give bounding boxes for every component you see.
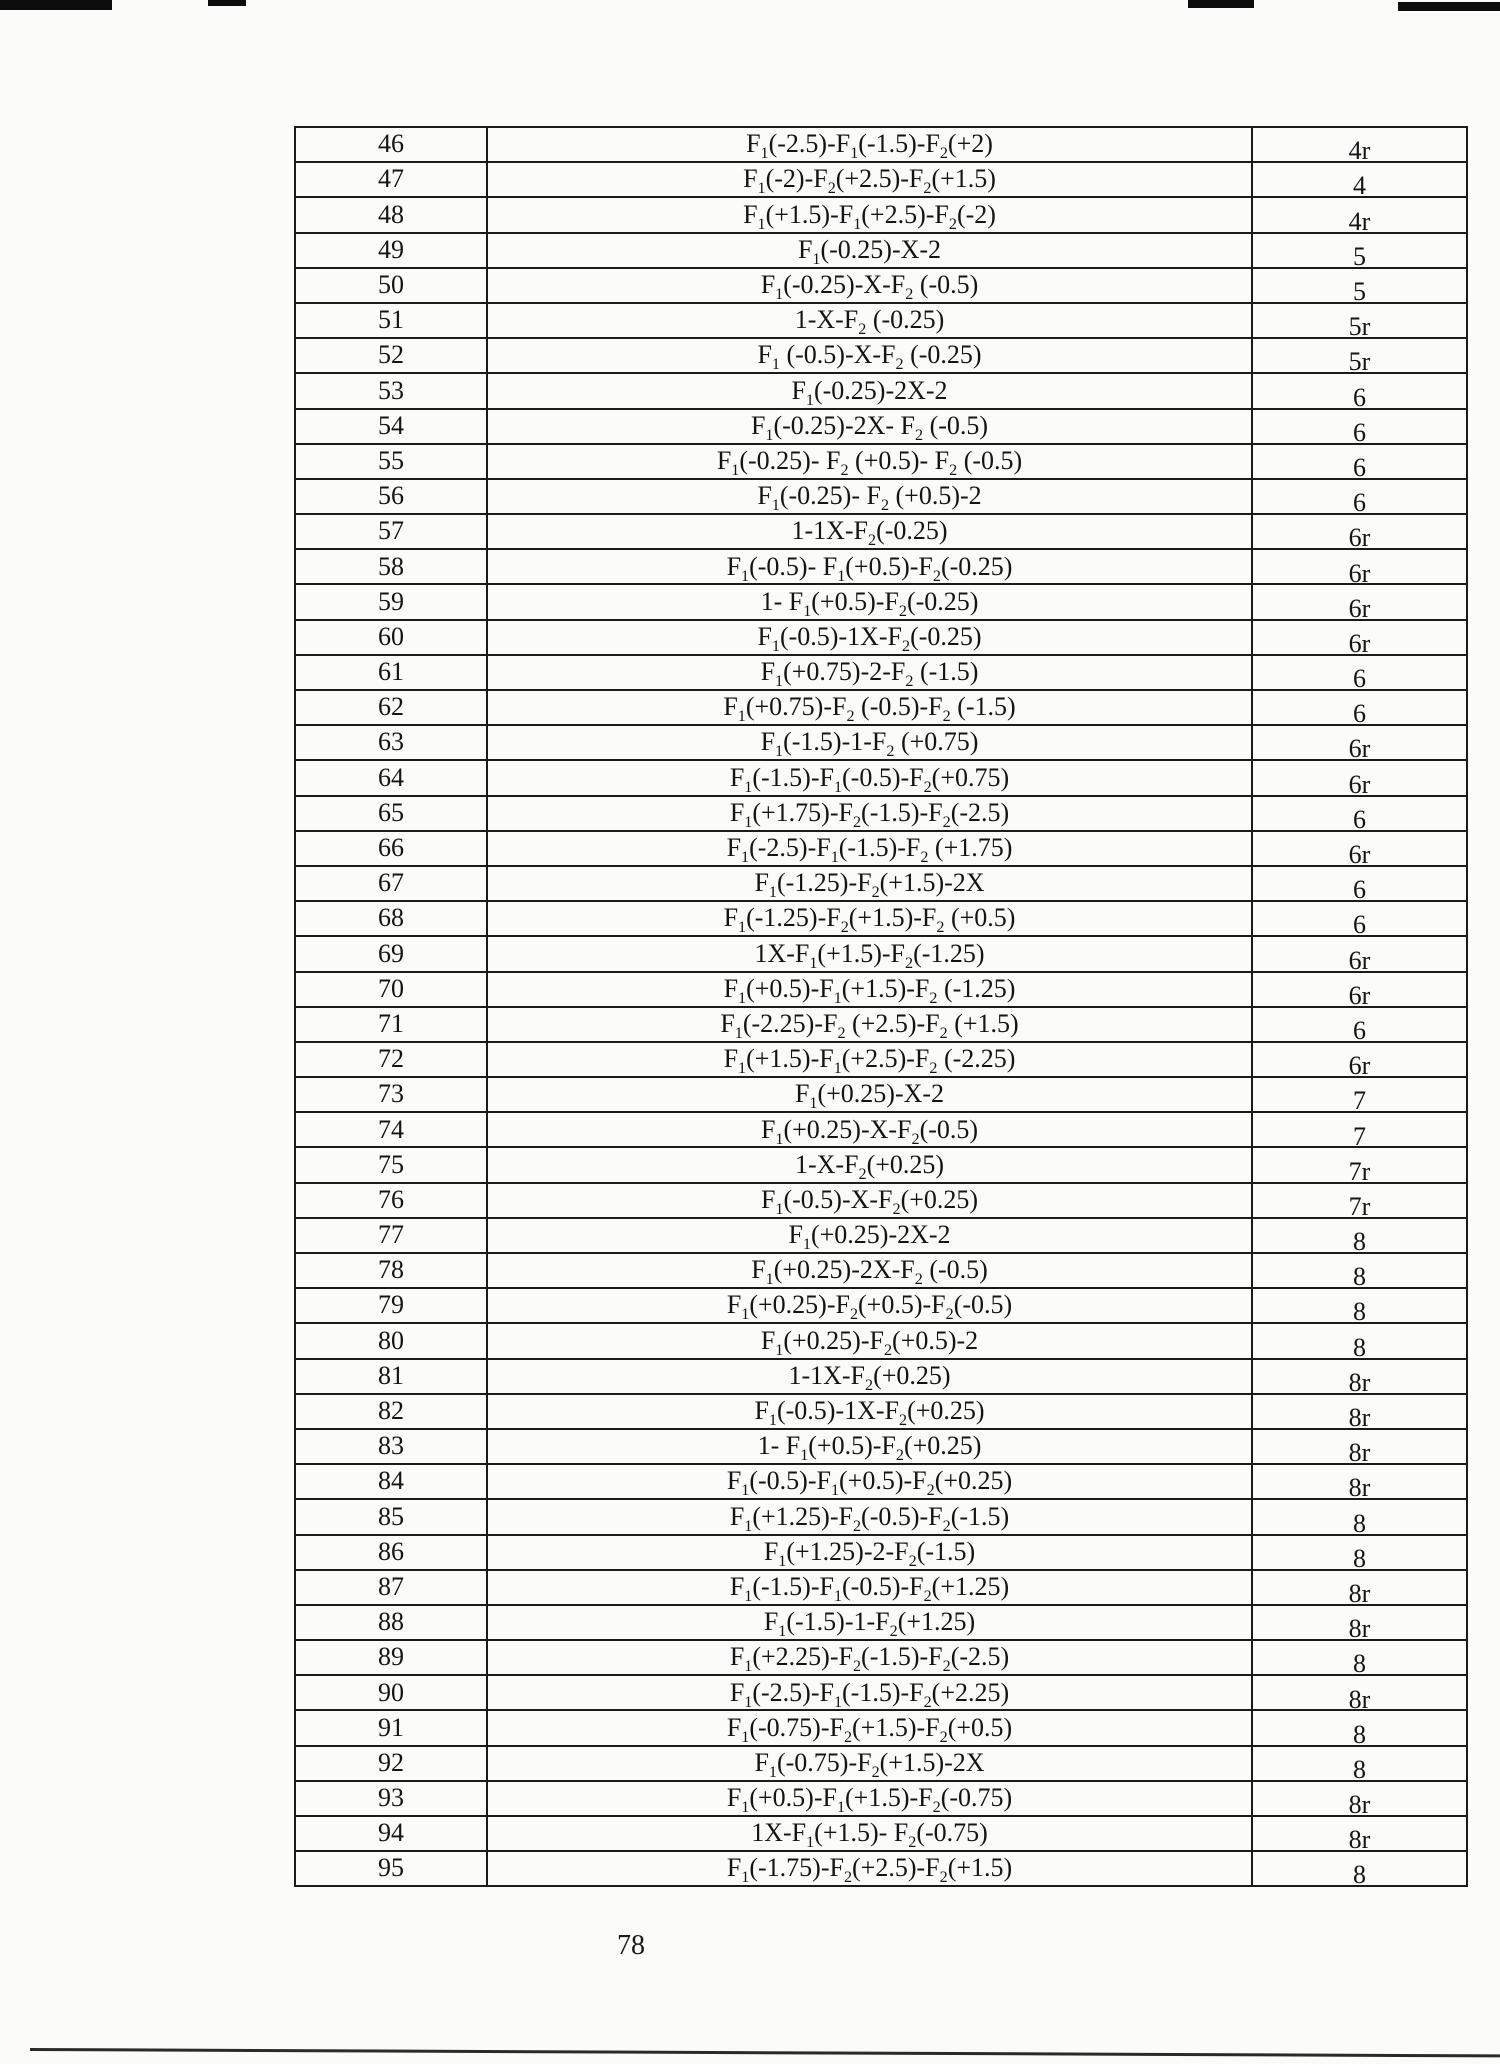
table-row xyxy=(295,1640,1467,1675)
row-group: 6 xyxy=(1252,479,1467,514)
row-group: 8r xyxy=(1252,1429,1467,1464)
row-formula: $F_1(-2.5)-F_1(-1.5)-F_2(+2)$ xyxy=(487,127,1252,162)
row-index: 72 xyxy=(295,1042,487,1077)
row-index: 54 xyxy=(295,409,487,444)
row-formula: $1X-F_1(+1.5)-$ $F_2(-0.75)$ xyxy=(487,1816,1252,1851)
row-index: 68 xyxy=(295,901,487,936)
table-row xyxy=(295,725,1467,760)
row-formula: $F_1(+0.25)-X-F_2(-0.5)$ xyxy=(487,1112,1252,1147)
row-index: 79 xyxy=(295,1288,487,1323)
row-group: 6 xyxy=(1252,690,1467,725)
row-index: 55 xyxy=(295,444,487,479)
row-index: 53 xyxy=(295,373,487,408)
table-row xyxy=(295,373,1467,408)
row-formula: $F_1(+0.5)-F_1(+1.5)-F_2$ (-1.25) xyxy=(487,972,1252,1007)
row-formula: $F_1(-0.5)-1X-F_2(+0.25)$ xyxy=(487,1394,1252,1429)
row-group: 6r xyxy=(1252,514,1467,549)
row-group: 7 xyxy=(1252,1077,1467,1112)
table-row xyxy=(295,162,1467,197)
row-group: 8 xyxy=(1252,1640,1467,1675)
row-index: 82 xyxy=(295,1394,487,1429)
row-group: 6 xyxy=(1252,655,1467,690)
row-index: 77 xyxy=(295,1218,487,1253)
row-formula: $F_1(-0.25)-2X-2$ xyxy=(487,373,1252,408)
row-formula: $F_1(+0.25)-2X-2$ xyxy=(487,1218,1252,1253)
table-row xyxy=(295,338,1467,373)
row-index: 71 xyxy=(295,1007,487,1042)
row-formula: $F_1(-2)-F_2(+2.5)-F_2(+1.5)$ xyxy=(487,162,1252,197)
row-group: 4r xyxy=(1252,127,1467,162)
table-row xyxy=(295,197,1467,232)
row-formula: $F_1(+0.75)-2-F_2$ (-1.5) xyxy=(487,655,1252,690)
table-row xyxy=(295,936,1467,971)
row-formula: $F_1(+1.5)-F_1(+2.5)-F_2$ (-2.25) xyxy=(487,1042,1252,1077)
row-formula: $1-X-F_2$ (-0.25) xyxy=(487,303,1252,338)
row-group: 8 xyxy=(1252,1710,1467,1745)
table-row xyxy=(295,1535,1467,1570)
row-formula: $F_1(-2.5)-F_1(-1.5)-F_2$ (+1.75) xyxy=(487,831,1252,866)
table-row xyxy=(295,479,1467,514)
scan-artifact-top-left xyxy=(0,0,112,10)
row-index: 69 xyxy=(295,936,487,971)
row-group: 6r xyxy=(1252,1042,1467,1077)
row-index: 85 xyxy=(295,1499,487,1534)
row-group: 8 xyxy=(1252,1253,1467,1288)
row-formula: $1-1X-F_2(-0.25)$ xyxy=(487,514,1252,549)
row-formula: 1- $F_1(+0.5)-F_2(-0.25)$ xyxy=(487,584,1252,619)
table-row xyxy=(295,760,1467,795)
row-formula: $F_1(-1.5)-1-F_2(+1.25)$ xyxy=(487,1605,1252,1640)
row-formula: $F_1(+1.5)-F_1(+2.5)-F_2(-2)$ xyxy=(487,197,1252,232)
row-group: 5 xyxy=(1252,268,1467,303)
row-index: 66 xyxy=(295,831,487,866)
row-index: 80 xyxy=(295,1323,487,1358)
table-row xyxy=(295,1007,1467,1042)
row-index: 58 xyxy=(295,549,487,584)
row-group: 8r xyxy=(1252,1359,1467,1394)
results-table xyxy=(294,126,1468,1887)
row-formula: $F_1(-0.75)-F_2(+1.5)-2X$ xyxy=(487,1746,1252,1781)
table-row xyxy=(295,655,1467,690)
row-formula: $F_1(-2.25)-F_2$ $(+2.5)-F_2$ (+1.5) xyxy=(487,1007,1252,1042)
row-index: 90 xyxy=(295,1675,487,1710)
row-index: 52 xyxy=(295,338,487,373)
row-index: 50 xyxy=(295,268,487,303)
table-row xyxy=(295,1429,1467,1464)
page-number: 78 xyxy=(617,1930,645,1961)
row-group: 8r xyxy=(1252,1781,1467,1816)
row-index: 51 xyxy=(295,303,487,338)
row-index: 83 xyxy=(295,1429,487,1464)
row-group: 6 xyxy=(1252,1007,1467,1042)
scan-artifact-top-a xyxy=(208,0,246,6)
row-formula: $F_1(+0.25)-F_2(+0.5)-2$ xyxy=(487,1323,1252,1358)
row-formula: $F_1(+1.25)-2-F_2(-1.5)$ xyxy=(487,1535,1252,1570)
row-formula: $F_1(-0.25)-$ $F_2$ (+0.5)-2 xyxy=(487,479,1252,514)
row-formula: 1- $F_1(+0.5)-F_2(+0.25)$ xyxy=(487,1429,1252,1464)
row-formula: $F_1$ $(-0.5)-X-F_2$ (-0.25) xyxy=(487,338,1252,373)
row-group: 8 xyxy=(1252,1323,1467,1358)
row-index: 89 xyxy=(295,1640,487,1675)
row-group: 8r xyxy=(1252,1816,1467,1851)
row-group: 6 xyxy=(1252,373,1467,408)
table-row xyxy=(295,233,1467,268)
row-group: 7r xyxy=(1252,1183,1467,1218)
scan-artifact-top-right xyxy=(1398,2,1500,11)
table-row xyxy=(295,1218,1467,1253)
scan-artifact-top-b xyxy=(1188,0,1254,8)
row-group: 5 xyxy=(1252,233,1467,268)
row-index: 78 xyxy=(295,1253,487,1288)
row-formula: $F_1(+0.25)-X-2$ xyxy=(487,1077,1252,1112)
row-index: 94 xyxy=(295,1816,487,1851)
row-formula: $F_1(-2.5)-F_1(-1.5)-F_2(+2.25)$ xyxy=(487,1675,1252,1710)
row-index: 62 xyxy=(295,690,487,725)
row-formula: $1-X-F_2(+0.25)$ xyxy=(487,1147,1252,1182)
table-row xyxy=(295,1147,1467,1182)
row-index: 70 xyxy=(295,972,487,1007)
row-formula: $F_1(+2.25)-F_2(-1.5)-F_2(-2.5)$ xyxy=(487,1640,1252,1675)
row-formula: $F_1(-1.5)-F_1(-0.5)-F_2(+0.75)$ xyxy=(487,760,1252,795)
table-row xyxy=(295,796,1467,831)
row-formula: $F_1(+1.25)-F_2(-0.5)-F_2(-1.5)$ xyxy=(487,1499,1252,1534)
row-group: 8 xyxy=(1252,1499,1467,1534)
row-formula: $1X-F_1(+1.5)-F_2(-1.25)$ xyxy=(487,936,1252,971)
table-row xyxy=(295,127,1467,162)
row-formula: $F_1(+1.75)-F_2(-1.5)-F_2(-2.5)$ xyxy=(487,796,1252,831)
row-formula: $F_1(+0.25)-2X-F_2$ (-0.5) xyxy=(487,1253,1252,1288)
table-row xyxy=(295,1112,1467,1147)
row-formula: $F_1(-1.25)-F_2(+1.5)-2X$ xyxy=(487,866,1252,901)
table-row xyxy=(295,1570,1467,1605)
row-group: 8 xyxy=(1252,1288,1467,1323)
row-group: 8r xyxy=(1252,1570,1467,1605)
row-group: 4r xyxy=(1252,197,1467,232)
row-index: 61 xyxy=(295,655,487,690)
row-index: 64 xyxy=(295,760,487,795)
table-row xyxy=(295,972,1467,1007)
table-row xyxy=(295,549,1467,584)
row-formula: $F_1(+0.25)-F_2(+0.5)-F_2(-0.5)$ xyxy=(487,1288,1252,1323)
row-formula: $F_1(+0.75)-F_2$ $(-0.5)-F_2$ (-1.5) xyxy=(487,690,1252,725)
row-index: 74 xyxy=(295,1112,487,1147)
table-row xyxy=(295,409,1467,444)
table-row xyxy=(295,831,1467,866)
row-index: 59 xyxy=(295,584,487,619)
row-index: 86 xyxy=(295,1535,487,1570)
table-row xyxy=(295,901,1467,936)
table-row xyxy=(295,1781,1467,1816)
row-index: 57 xyxy=(295,514,487,549)
row-formula: $F_1(-0.25)-2X-$ $F_2$ (-0.5) xyxy=(487,409,1252,444)
table-row xyxy=(295,1077,1467,1112)
row-group: 8 xyxy=(1252,1535,1467,1570)
table-row xyxy=(295,303,1467,338)
row-group: 6r xyxy=(1252,620,1467,655)
row-group: 5r xyxy=(1252,303,1467,338)
row-index: 56 xyxy=(295,479,487,514)
table-row xyxy=(295,620,1467,655)
row-formula: $1-1X-F_2(+0.25)$ xyxy=(487,1359,1252,1394)
row-group: 5r xyxy=(1252,338,1467,373)
table-row xyxy=(295,1746,1467,1781)
row-formula: $F_1(+0.5)-F_1(+1.5)-F_2(-0.75)$ xyxy=(487,1781,1252,1816)
row-index: 75 xyxy=(295,1147,487,1182)
row-index: 92 xyxy=(295,1746,487,1781)
table-row xyxy=(295,268,1467,303)
table-row xyxy=(295,1464,1467,1499)
row-index: 49 xyxy=(295,233,487,268)
row-group: 7 xyxy=(1252,1112,1467,1147)
results-table-body xyxy=(295,127,1467,1886)
table-row xyxy=(295,866,1467,901)
row-formula: $F_1(-0.5)-X-F_2(+0.25)$ xyxy=(487,1183,1252,1218)
row-group: 8r xyxy=(1252,1464,1467,1499)
row-index: 47 xyxy=(295,162,487,197)
row-group: 8r xyxy=(1252,1675,1467,1710)
row-index: 48 xyxy=(295,197,487,232)
row-group: 6 xyxy=(1252,796,1467,831)
row-group: 8r xyxy=(1252,1394,1467,1429)
row-index: 60 xyxy=(295,620,487,655)
table-row xyxy=(295,1288,1467,1323)
row-group: 8r xyxy=(1252,1605,1467,1640)
row-group: 6r xyxy=(1252,936,1467,971)
row-group: 4 xyxy=(1252,162,1467,197)
row-group: 7r xyxy=(1252,1147,1467,1182)
row-group: 6r xyxy=(1252,831,1467,866)
row-index: 88 xyxy=(295,1605,487,1640)
row-formula: $F_1(-0.5)-F_1(+0.5)-F_2(+0.25)$ xyxy=(487,1464,1252,1499)
row-index: 87 xyxy=(295,1570,487,1605)
row-formula: $F_1(-0.25)-X-2$ xyxy=(487,233,1252,268)
table-row xyxy=(295,1359,1467,1394)
table-row xyxy=(295,1042,1467,1077)
row-group: 6r xyxy=(1252,549,1467,584)
row-group: 8 xyxy=(1252,1851,1467,1886)
row-index: 93 xyxy=(295,1781,487,1816)
table-row xyxy=(295,444,1467,479)
row-group: 6 xyxy=(1252,866,1467,901)
row-index: 81 xyxy=(295,1359,487,1394)
row-index: 84 xyxy=(295,1464,487,1499)
row-group: 6r xyxy=(1252,725,1467,760)
row-index: 46 xyxy=(295,127,487,162)
scan-artifact-bottom-line xyxy=(30,2048,1500,2057)
row-index: 76 xyxy=(295,1183,487,1218)
row-formula: $F_1(-0.25)-$ $F_2$ (+0.5)- $F_2$ (-0.5) xyxy=(487,444,1252,479)
table-row xyxy=(295,584,1467,619)
row-group: 8 xyxy=(1252,1746,1467,1781)
table-row xyxy=(295,1851,1467,1886)
row-formula: $F_1(-0.5)-1X-F_2(-0.25)$ xyxy=(487,620,1252,655)
row-formula: $F_1(-1.25)-F_2(+1.5)-F_2$ (+0.5) xyxy=(487,901,1252,936)
table-row xyxy=(295,1816,1467,1851)
row-index: 63 xyxy=(295,725,487,760)
table-row xyxy=(295,690,1467,725)
table-row xyxy=(295,1183,1467,1218)
table-row xyxy=(295,1499,1467,1534)
table-row xyxy=(295,1253,1467,1288)
table-row xyxy=(295,1710,1467,1745)
row-index: 91 xyxy=(295,1710,487,1745)
row-group: 6r xyxy=(1252,972,1467,1007)
row-group: 6r xyxy=(1252,584,1467,619)
table-row xyxy=(295,1675,1467,1710)
row-index: 73 xyxy=(295,1077,487,1112)
table-row xyxy=(295,1394,1467,1429)
table-row xyxy=(295,1605,1467,1640)
row-index: 67 xyxy=(295,866,487,901)
row-formula: $F_1(-1.75)-F_2(+2.5)-F_2(+1.5)$ xyxy=(487,1851,1252,1886)
row-formula: $F_1(-0.25)-X-F_2$ (-0.5) xyxy=(487,268,1252,303)
table-row xyxy=(295,1323,1467,1358)
row-group: 8 xyxy=(1252,1218,1467,1253)
table-row xyxy=(295,514,1467,549)
row-formula: $F_1(-1.5)-F_1(-0.5)-F_2(+1.25)$ xyxy=(487,1570,1252,1605)
row-group: 6 xyxy=(1252,444,1467,479)
row-formula: $F_1(-0.75)-F_2(+1.5)-F_2(+0.5)$ xyxy=(487,1710,1252,1745)
row-group: 6 xyxy=(1252,409,1467,444)
row-formula: $F_1(-1.5)-1-F_2$ (+0.75) xyxy=(487,725,1252,760)
row-index: 95 xyxy=(295,1851,487,1886)
row-group: 6 xyxy=(1252,901,1467,936)
row-group: 6r xyxy=(1252,760,1467,795)
row-formula: $F_1(-0.5)-$ $F_1(+0.5)-F_2(-0.25)$ xyxy=(487,549,1252,584)
row-index: 65 xyxy=(295,796,487,831)
